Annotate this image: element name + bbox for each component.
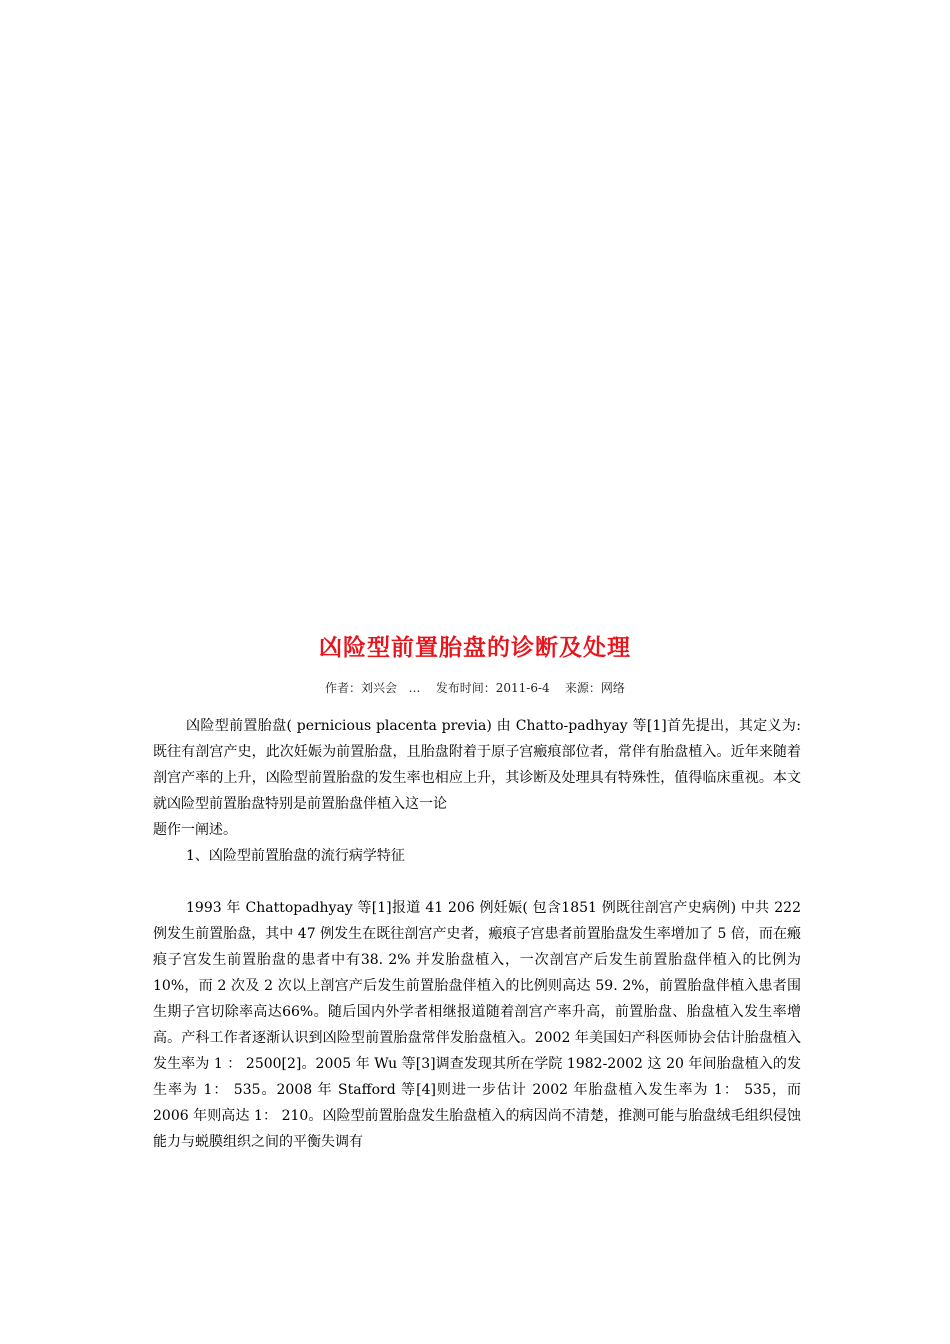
- paragraph-intro-tail: 题作一阐述。: [153, 822, 237, 838]
- paragraph-epidemiology: 1993 年 Chattopadhyay 等[1]报道 41 206 例妊娠( 包含1851 例既往剖宫产史病例) 中共 222 例发生前置胎盘，其中 47 例发生在既往剖宫产史者，瘢痕子宫患者前置胎盘发生率增加了 5 倍，而在瘢痕子宫发生前置胎盘的患者中有38. 2% 并发胎盘植入，一次剖宫产后发生前置胎盘伴植入的比例为 10%，而 2 次及 2 次以上剖宫产后发生前置胎盘伴植入的比例则高达 59. 2%，前置胎盘伴植入患者围生期子宫切除率高达66%。随后国内外学者相继报道随着剖宫产率升高，前置胎盘、胎盘植入发生率增高。产科工作者逐渐认识到凶险型前置胎盘常伴发胎盘植入。2002 年美国妇产科医师协会估计胎盘植入发生率为 1 ： 2500[2]。2005 年 Wu 等[3]调查发现其所在学院 1982-2002 这 20 年间胎盘植入的发生率为 1： 535。2008 年 Stafford 等[4]则进一步估计 2002 年胎盘植入发生率为 1： 535，而 2006 年则高达 1： 210。凶险型前置胎盘发生胎盘植入的病因尚不清楚，推测可能与胎盘绒毛组织侵蚀能力与蜕膜组织之间的平衡失调有: [153, 900, 801, 1150]
- section-heading: 1、凶险型前置胎盘的流行病学特征: [186, 848, 405, 864]
- article-meta: 作者：刘兴会 … 发布时间：2011-6-4 来源：网络: [325, 681, 625, 695]
- paragraph-intro: 凶险型前置胎盘( pernicious placenta previa) 由 Chatto-padhyay 等[1]首先提出，其定义为: 既往有剖宫产史，此次妊娠为前置胎盘，且胎盘附着于原子宫瘢痕部位者，常伴有胎盘植入。近年来随着剖宫产率的上升，凶险型前置胎盘的发生率也相应上升，其诊断及处理具有特殊性，值得临床重视。本文就凶险型前置胎盘特别是前置胎盘伴植入这一论: [153, 718, 801, 812]
- paragraph-spacer: [153, 869, 801, 895]
- article-title: 凶险型前置胎盘的诊断及处理: [319, 635, 631, 661]
- article-body: [153, 713, 801, 1155]
